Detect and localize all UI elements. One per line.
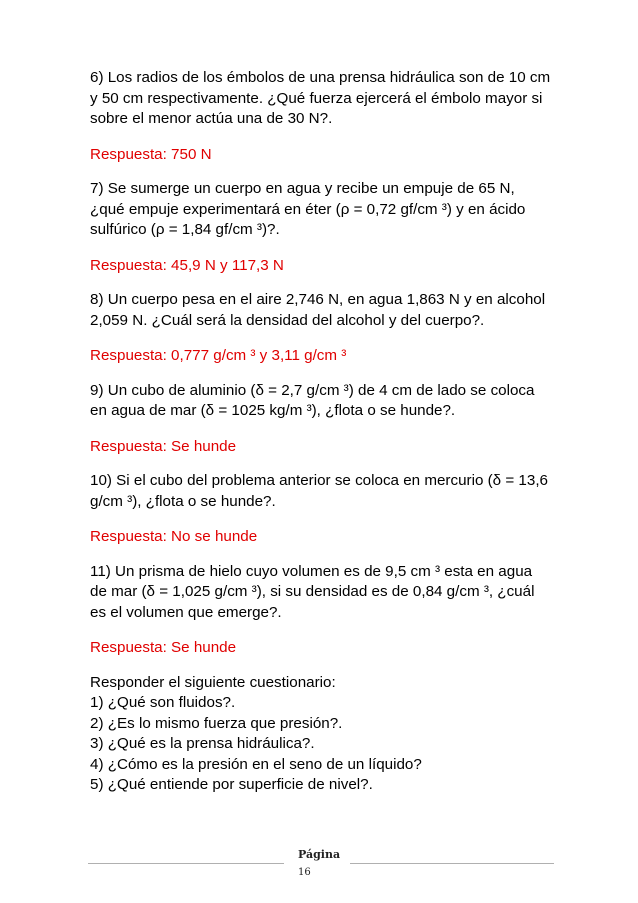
text-line: es el volumen que emerge?.	[90, 603, 282, 621]
page-footer	[88, 842, 554, 882]
questionnaire-item: 5) ¿Qué entiende por superficie de nivel?.	[90, 776, 373, 793]
text-line: g/cm ³), ¿flota o se hunde?.	[90, 492, 276, 510]
text-line: ¿qué empuje experimentará en éter (ρ = 0,72 gf/cm ³) y en ácido	[90, 200, 526, 218]
problem-6-text	[90, 68, 560, 130]
footer-divider-left	[88, 863, 284, 864]
problem-7-answer: Respuesta: 45,9 N y 117,3 N	[90, 256, 284, 274]
problem-7-text	[90, 179, 560, 241]
problem-6-answer: Respuesta: 750 N	[90, 145, 212, 163]
problem-11	[90, 562, 560, 659]
questionnaire-item: 1) ¿Qué son fluidos?.	[90, 694, 236, 711]
problem-6	[90, 68, 560, 165]
questionnaire	[90, 673, 560, 796]
text-line: de mar (δ = 1,025 g/cm ³), si su densidad es de 0,84 g/cm ³, ¿cuál	[90, 583, 535, 600]
footer-page-number: 16	[298, 867, 311, 878]
text-line: sulfúrico (ρ = 1,84 gf/cm ³)?.	[90, 221, 280, 238]
problem-11-text	[90, 562, 560, 624]
problem-9	[90, 381, 560, 458]
problem-7	[90, 179, 560, 276]
problem-11-answer: Respuesta: Se hunde	[90, 639, 237, 656]
problem-9-text	[90, 381, 560, 422]
text-line: en agua de mar (δ = 1025 kg/m ³), ¿flota o se hunde?.	[90, 402, 456, 419]
problem-10-text	[90, 471, 560, 512]
problem-9-answer: Respuesta: Se hunde	[90, 437, 237, 455]
text-line: y 50 cm respectivamente. ¿Qué fuerza ejercerá el émbolo mayor si	[90, 89, 543, 107]
text-line: 9) Un cubo de aluminio (δ = 2,7 g/cm ³) de 4 cm de lado se coloca	[90, 381, 535, 399]
text-line: 11) Un prisma de hielo cuyo volumen es de 9,5 cm ³ esta en agua	[90, 562, 533, 580]
problem-8-answer: Respuesta: 0,777 g/cm ³ y 3,11 g/cm ³	[90, 347, 347, 364]
text-line: 6) Los radios de los émbolos de una prensa hidráulica son de 10 cm	[90, 69, 551, 86]
problem-10-answer: Respuesta: No se hunde	[90, 528, 258, 545]
text-line: 2,059 N. ¿Cuál será la densidad del alcohol y del cuerpo?.	[90, 311, 485, 329]
text-line: 8) Un cuerpo pesa en el aire 2,746 N, en agua 1,863 N y en alcohol	[90, 291, 546, 308]
questionnaire-item: 2) ¿Es lo mismo fuerza que presión?.	[90, 714, 343, 732]
document-body	[90, 68, 560, 796]
problem-10	[90, 471, 560, 548]
text-line: 10) Si el cubo del problema anterior se coloca en mercurio (δ = 13,6	[90, 472, 548, 489]
questionnaire-item: 4) ¿Cómo es la presión en el seno de un líquido?	[90, 755, 422, 773]
questionnaire-item: 3) ¿Qué es la prensa hidráulica?.	[90, 735, 315, 752]
problem-8-text	[90, 290, 560, 331]
footer-divider-right	[350, 863, 554, 864]
questionnaire-intro: Responder el siguiente cuestionario:	[90, 673, 336, 691]
problem-8	[90, 290, 560, 367]
footer-page-label: Página	[298, 848, 341, 861]
text-line: 7) Se sumerge un cuerpo en agua y recibe un empuje de 65 N,	[90, 180, 515, 197]
text-line: sobre el menor actúa una de 30 N?.	[90, 110, 333, 127]
